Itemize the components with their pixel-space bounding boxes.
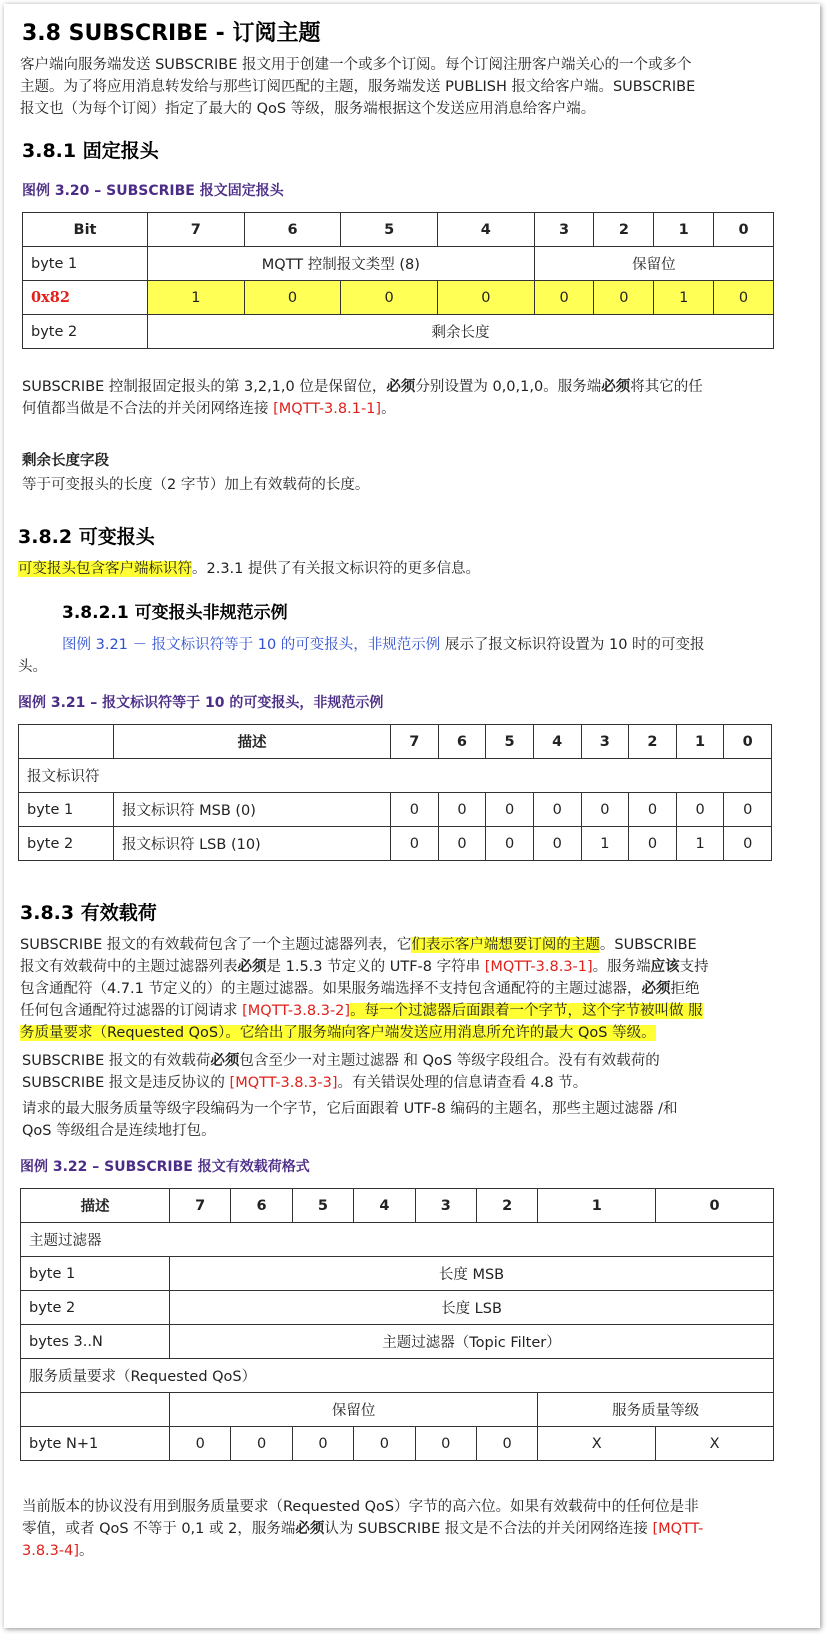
figure-caption-3-22: 图例 3.22 – SUBSCRIBE 报文有效载荷格式 — [20, 1159, 310, 1175]
remaining-length-title: 剩余长度字段 — [22, 453, 109, 469]
table-row: bytes 3..N 主题过滤器（Topic Filter） — [21, 1325, 774, 1359]
table-row: 描述 7 6 5 4 3 2 1 0 — [21, 1189, 774, 1223]
table-row: byte 2 剩余长度 — [23, 315, 774, 349]
section-title-3-8-3: 3.8.3 有效载荷 — [20, 902, 157, 924]
variable-header-paragraph: 可变报头包含客户端标识符。2.3.1 提供了有关报文标识符的更多信息。 — [18, 561, 481, 577]
payload-paragraph-3: 请求的最大服务质量等级字段编码为一个字节，它后面跟着 UTF-8 编码的主题名，那些主题过滤器 /和 QoS 等级组合是连续地打包。 — [22, 1101, 678, 1139]
table-row: byte 1 长度 MSB — [21, 1257, 774, 1291]
table-row: byte 2 长度 LSB — [21, 1291, 774, 1325]
intro-paragraph: 客户端向服务端发送 SUBSCRIBE 报文用于创建一个或多个订阅。每个订阅注册客户端关心的一个或多个 主题。为了将应用消息转发给与那些订阅匹配的主题，服务端发送 PUBLISH 报文给客户端。SUBSCRIBE 报文也（为每个订阅）指定了最大的 QoS 等级，服务端根据这个发送应用消息给客户端。 — [20, 57, 696, 117]
remaining-length-text: 等于可变报头的长度（2 字节）加上有效载荷的长度。 — [22, 477, 370, 493]
document-page — [4, 4, 820, 1628]
table-row: 保留位 服务质量等级 — [21, 1393, 774, 1427]
table-row: byte N+1 0 0 0 0 0 0 X X — [21, 1427, 774, 1461]
table-row: 服务质量要求（Requested QoS） — [21, 1359, 774, 1393]
table-row: 报文标识符 — [19, 759, 772, 793]
table-row: byte 1 MQTT 控制报文类型 (8) 保留位 — [23, 247, 774, 281]
section-title-3-8-2-1: 3.8.2.1 可变报头非规范示例 — [62, 603, 288, 623]
section-title-3-8: 3.8 SUBSCRIBE - 订阅主题 — [22, 21, 321, 46]
table-row: byte 2 报文标识符 LSB (10) 0 0 0 0 1 0 1 0 — [19, 827, 772, 861]
section-title-3-8-1: 3.8.1 固定报头 — [22, 140, 159, 162]
table-row: byte 1 报文标识符 MSB (0) 0 0 0 0 0 0 0 0 — [19, 793, 772, 827]
table-row: 描述 7 6 5 4 3 2 1 0 — [19, 725, 772, 759]
payload-paragraph-4: 当前版本的协议没有用到服务质量要求（Requested QoS）字节的高六位。如果有效载荷中的任何位是非 零值，或者 QoS 不等于 0,1 或 2，服务端必须认为 SUBSCRIBE 报文是不合法的并关闭网络连接 [MQTT- 3.8.3-4]。 — [22, 1499, 704, 1559]
figure-caption-3-20: 图例 3.20 – SUBSCRIBE 报文固定报头 — [22, 183, 284, 199]
reserved-bits-paragraph: SUBSCRIBE 控制报固定报头的第 3,2,1,0 位是保留位，必须分别设置为 0,0,1,0。服务端必须将其它的任 何值都当做是不合法的并关闭网络连接 [MQTT-3.8.1-1]。 — [22, 379, 703, 417]
variable-header-table — [18, 724, 772, 861]
table-row: Bit 7 6 5 4 3 2 1 0 — [23, 213, 774, 247]
section-title-3-8-2: 3.8.2 可变报头 — [18, 526, 155, 548]
fixed-header-table — [22, 212, 774, 349]
payload-paragraph-1: SUBSCRIBE 报文的有效载荷包含了一个主题过滤器列表，它们表示客户端想要订阅的主题。SUBSCRIBE 报文有效载荷中的主题过滤器列表必须是 1.5.3 节定义的 UTF-8 字符串 [MQTT-3.8.3-1]。服务端应该支持 包含通配符（4.7.1 节定义的）的主题过滤器。如果服务端选择不支持包含通配符的主题过滤器，必须拒绝 任何包含通配符过滤器的订阅请求 [MQTT-3.8.3-2]。每一个过滤器后面跟着一个字节，这个字节被叫做 服 务质量要求（Requested QoS）。它给出了服务端向客户端发送应用消息所允许的最大 QoS 等级。 — [20, 937, 709, 1041]
table-row: 0x82 1 0 0 0 0 0 1 0 — [23, 281, 774, 315]
payload-paragraph-2: SUBSCRIBE 报文的有效载荷必须包含至少一对主题过滤器 和 QoS 等级字段组合。没有有效载荷的 SUBSCRIBE 报文是违反协议的 [MQTT-3.8.3-3]。有关错误处理的信息请查看 4.8 节。 — [22, 1053, 660, 1091]
table-row: 主题过滤器 — [21, 1223, 774, 1257]
example-paragraph: 图例 3.21 － 报文标识符等于 10 的可变报头，非规范示例 展示了报文标识符设置为 10 时的可变报 头。 — [18, 637, 705, 675]
figure-caption-3-21: 图例 3.21 – 报文标识符等于 10 的可变报头，非规范示例 — [18, 695, 384, 711]
payload-format-table — [20, 1188, 774, 1461]
